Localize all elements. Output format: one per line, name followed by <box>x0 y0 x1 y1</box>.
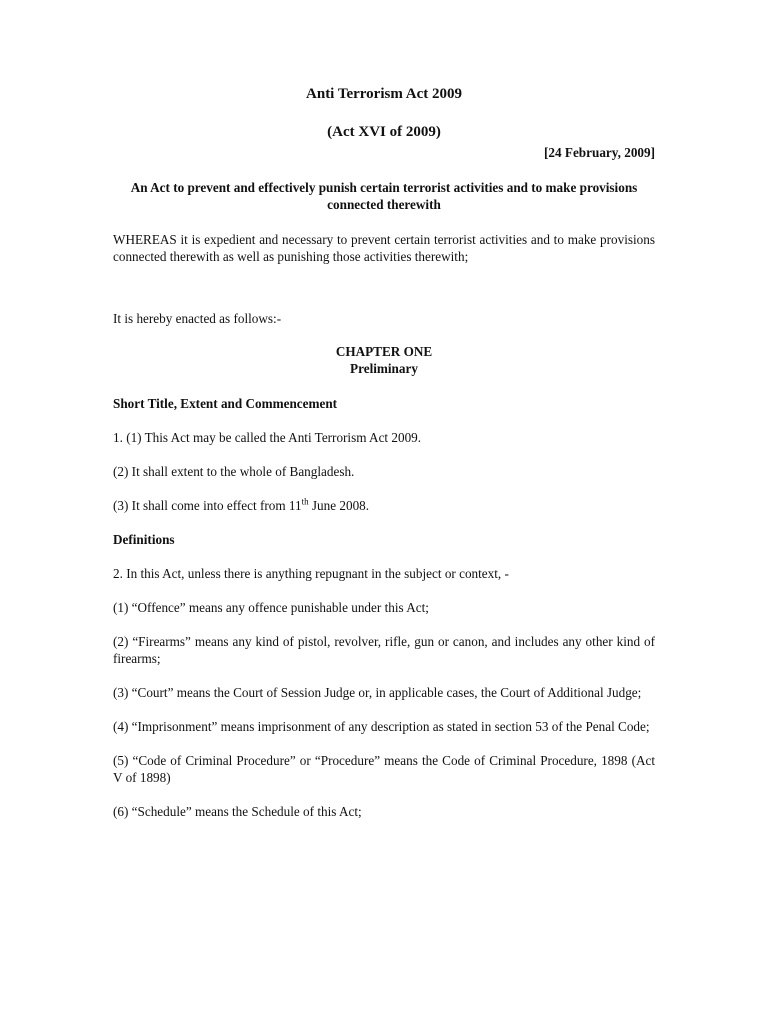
clause-1-1: 1. (1) This Act may be called the Anti Terrorism Act 2009. <box>113 430 422 445</box>
clause-1-2: (2) It shall extent to the whole of Bangladesh. <box>113 464 355 479</box>
definition-item: (4) “Imprisonment” means imprisonment of any description as stated in section 53 of the Penal Code; <box>113 719 650 734</box>
chapter-heading: CHAPTER ONE <box>335 344 433 359</box>
definition-item: (6) “Schedule” means the Schedule of this Act; <box>113 804 362 819</box>
definition-item: (5) “Code of Criminal Procedure” or “Procedure” means the Code of Criminal Procedure, 1898 (Act V of 1898) <box>113 753 655 785</box>
act-title: Anti Terrorism Act 2009 <box>306 86 462 102</box>
definition-item: (3) “Court” means the Court of Session Judge or, in applicable cases, the Court of Additional Judge; <box>113 685 642 700</box>
definitions-intro: 2. In this Act, unless there is anything repugnant in the subject or context, - <box>113 566 509 581</box>
clause-1-3-text-end: June 2008. <box>308 498 370 513</box>
act-number: (Act XVI of 2009) <box>327 124 441 140</box>
definition-item: (2) “Firearms” means any kind of pistol, revolver, rifle, gun or canon, and includes any other kind of firearms; <box>113 634 655 666</box>
act-date: [24 February, 2009] <box>544 145 655 160</box>
ordinal-suffix: th <box>301 496 309 507</box>
preamble: WHEREAS it is expedient and necessary to prevent certain terrorist activities and to make provisions connected therewith as well as punishing those activities therewith; <box>113 232 655 264</box>
section-heading-short-title: Short Title, Extent and Commencement <box>113 396 338 411</box>
clause-1-3-text: (3) It shall come into effect from 11 <box>113 498 302 513</box>
enacting-clause: It is hereby enacted as follows:- <box>113 311 282 326</box>
section-heading-definitions: Definitions <box>113 532 175 547</box>
definition-item: (1) “Offence” means any offence punishable under this Act; <box>113 600 429 615</box>
clause-1-3 <box>113 497 655 514</box>
chapter-subheading: Preliminary <box>350 361 418 376</box>
long-title: An Act to prevent and effectively punish certain terrorist activities and to make provisions connected therewith <box>130 180 638 212</box>
